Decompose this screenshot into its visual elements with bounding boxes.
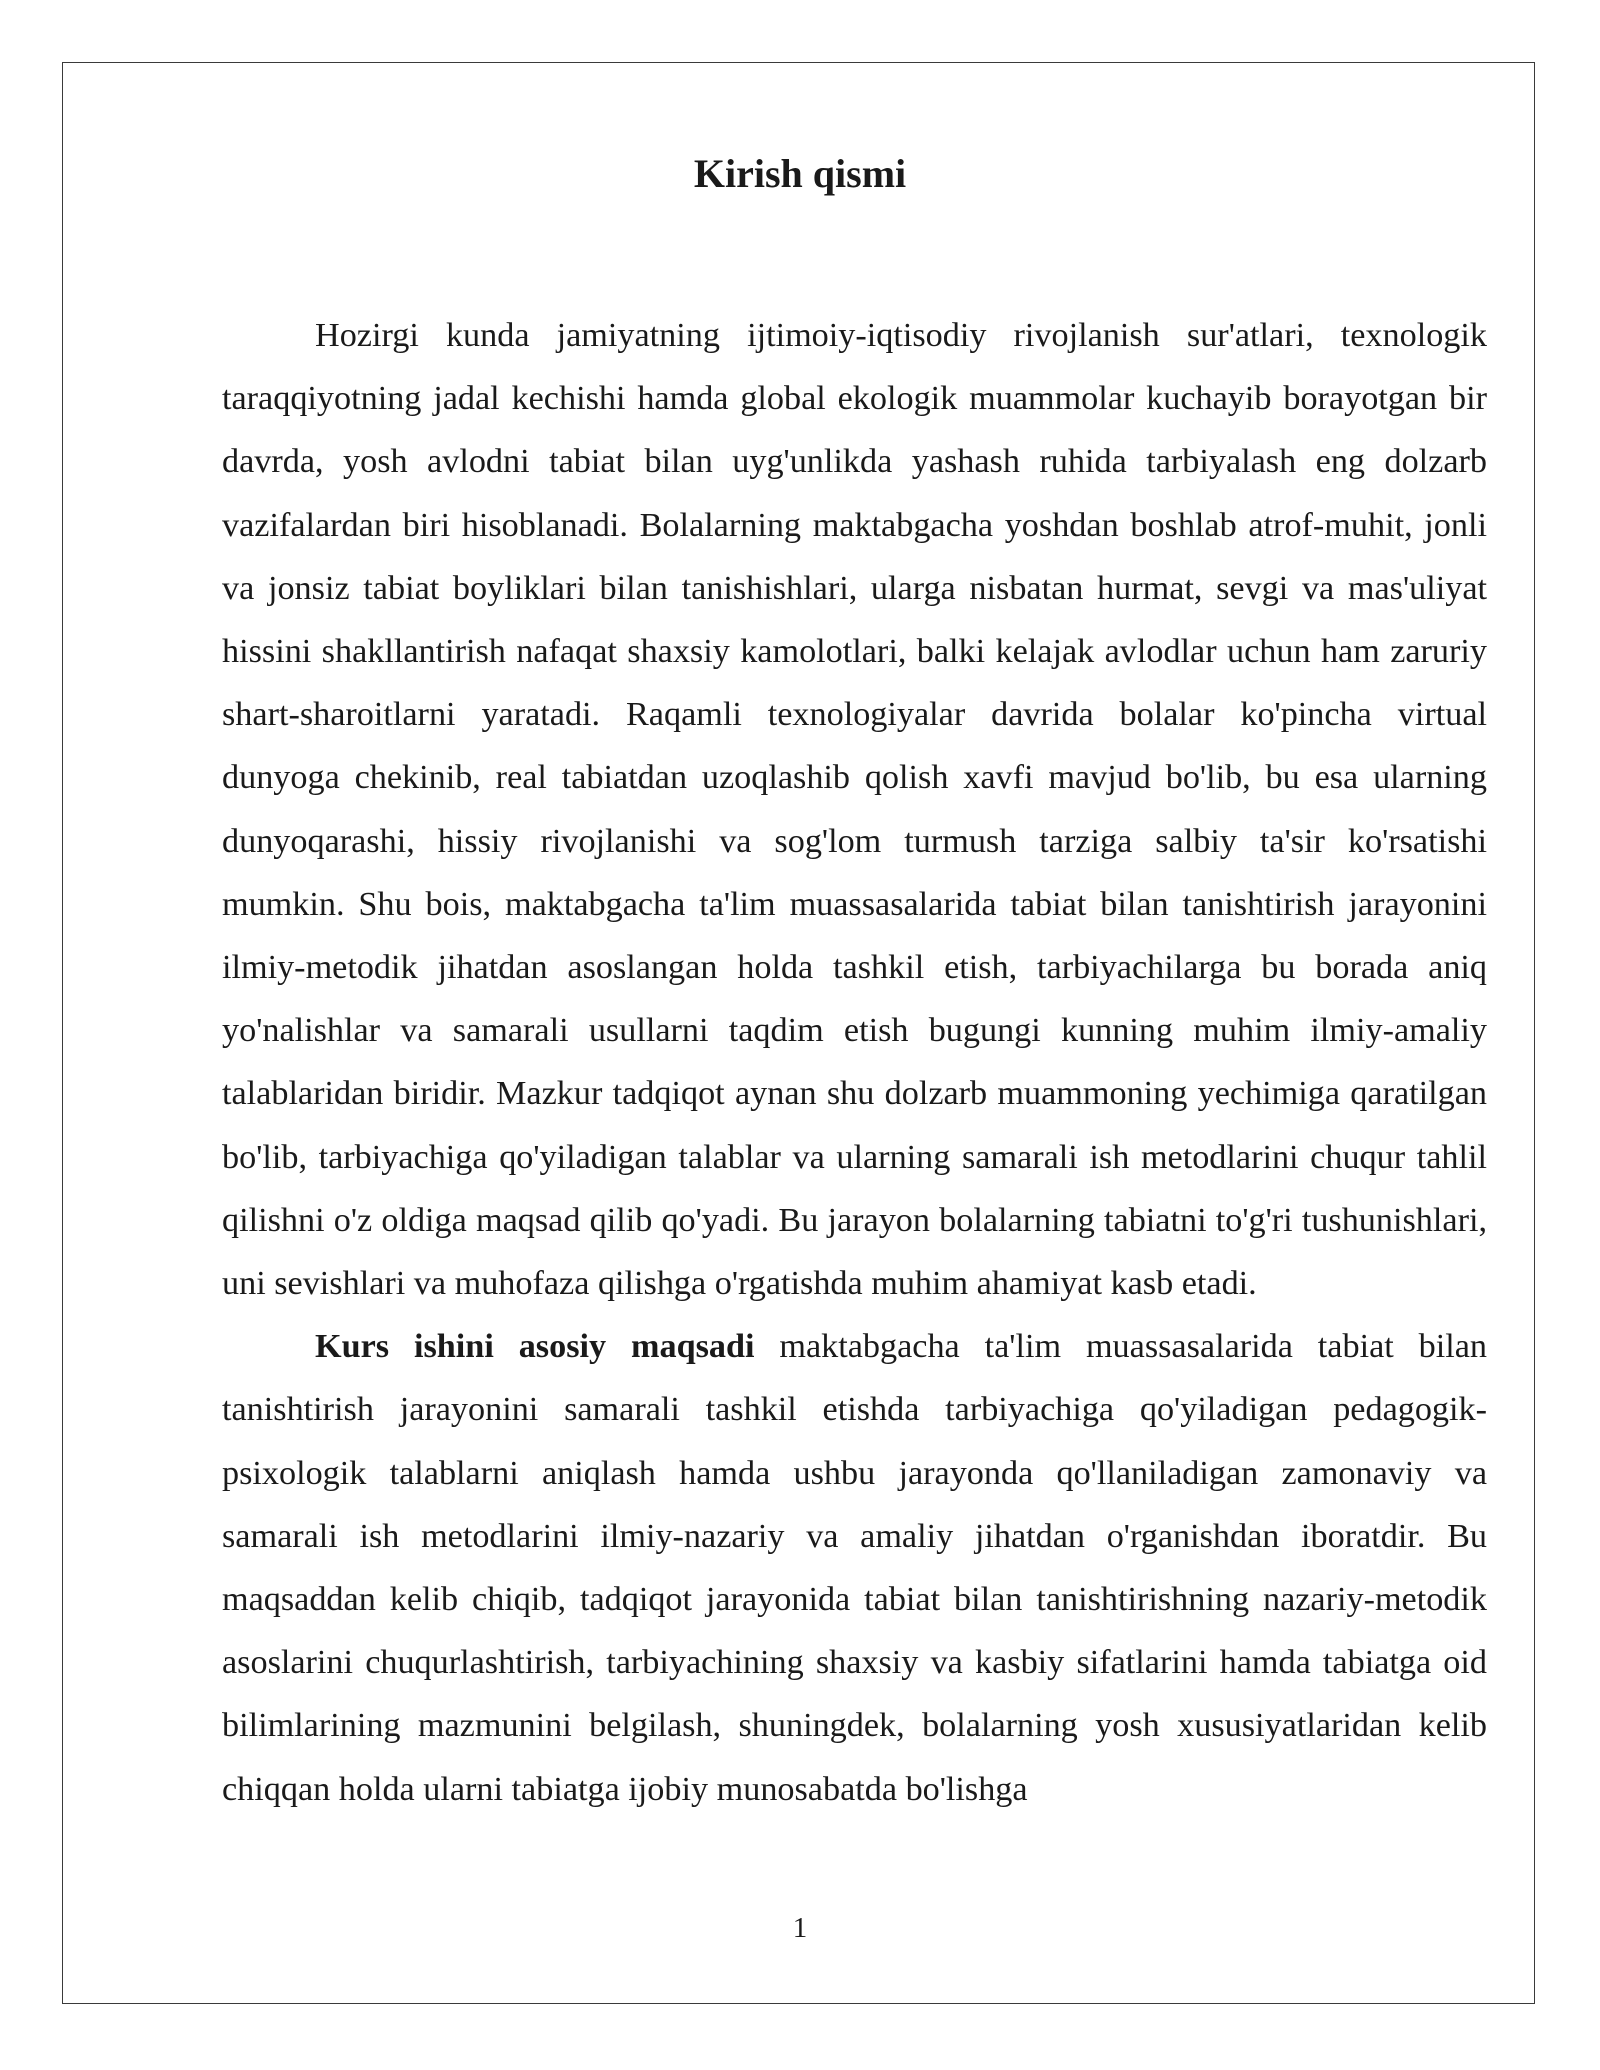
paragraph-course-goal xyxy=(222,1315,1487,1821)
paragraph-text: maktabgacha ta'lim muassasalarida tabiat bilan tanishtirish jarayonini samarali tashkil etishda tarbiyachiga qo'yiladigan pedagogik-psixologik talablarni aniqlash hamda ushbu jarayonda qo'llaniladigan zamonaviy va samarali ish metodlarini ilmiy-nazariy va amaliy jihatdan o'rganishdan iboratdir. Bu maqsaddan kelib chiqib, tadqiqot jarayonida tabiat bilan tanishtirishning nazariy-metodik asoslarini chuqurlashtirish, tarbiyachining shaxsiy va kasbiy sifatlarini hamda tabiatga oid bilimlarining mazmunini belgilash, shuningdek, bolalarning yosh xususiyatlaridan kelib chiqqan holda ularni tabiatga ijobiy munosabatda bo'lishga xyxy=(222,1328,1487,1808)
page-number: 1 xyxy=(792,1912,808,1944)
paragraph-introduction xyxy=(222,304,1487,1315)
document-body xyxy=(222,304,1487,1821)
paragraph-lead-bold: Kurs ishini asosiy maqsadi xyxy=(315,1328,755,1366)
page-title: Kirish qismi xyxy=(693,151,907,196)
paragraph-text: Hozirgi kunda jamiyatning ijtimoiy-iqtisodiy rivojlanish sur'atlari, texnologik taraqqiyotning jadal kechishi hamda global ekologik muammolar kuchayib borayotgan bir davrda, yosh avlodni tabiat bilan uyg'unlikda yashash ruhida tarbiyalash eng dolzarb vazifalardan biri hisoblanadi. Bolalarning maktabgacha yoshdan boshlab atrof-muhit, jonli va jonsiz tabiat boyliklari bilan tanishishlari, ularga nisbatan hurmat, sevgi va mas'uliyat hissini shakllantirish nafaqat shaxsiy kamolotlari, balki kelajak avlodlar uchun ham zaruriy shart-sharoitlarni yaratadi. Raqamli texnologiyalar davrida bolalar ko'pincha virtual dunyoga chekinib, real tabiatdan uzoqlashib qolish xavfi mavjud bo'lib, bu esa ularning dunyoqarashi, hissiy rivojlanishi va sog'lom turmush tarziga salbiy ta'sir ko'rsatishi mumkin. Shu bois, maktabgacha ta'lim muassasalarida tabiat bilan tanishtirish jarayonini ilmiy-metodik jihatdan asoslangan holda tashkil etish, tarbiyachilarga bu borada aniq yo'nalishlar va samarali usullarni taqdim etish bugungi kunning muhim ilmiy-amaliy talablaridan biridir. Mazkur tadqiqot aynan shu dolzarb muammoning yechimiga qaratilgan bo'lib, tarbiyachiga qo'yiladigan talablar va ularning samarali ish metodlarini chuqur tahlil qilishni o'z oldiga maqsad qilib qo'yadi. Bu jarayon bolalarning tabiatni to'g'ri tushunishlari, uni sevishlari va muhofaza qilishga o'rgatishda muhim ahamiyat kasb etadi. xyxy=(222,317,1487,1303)
